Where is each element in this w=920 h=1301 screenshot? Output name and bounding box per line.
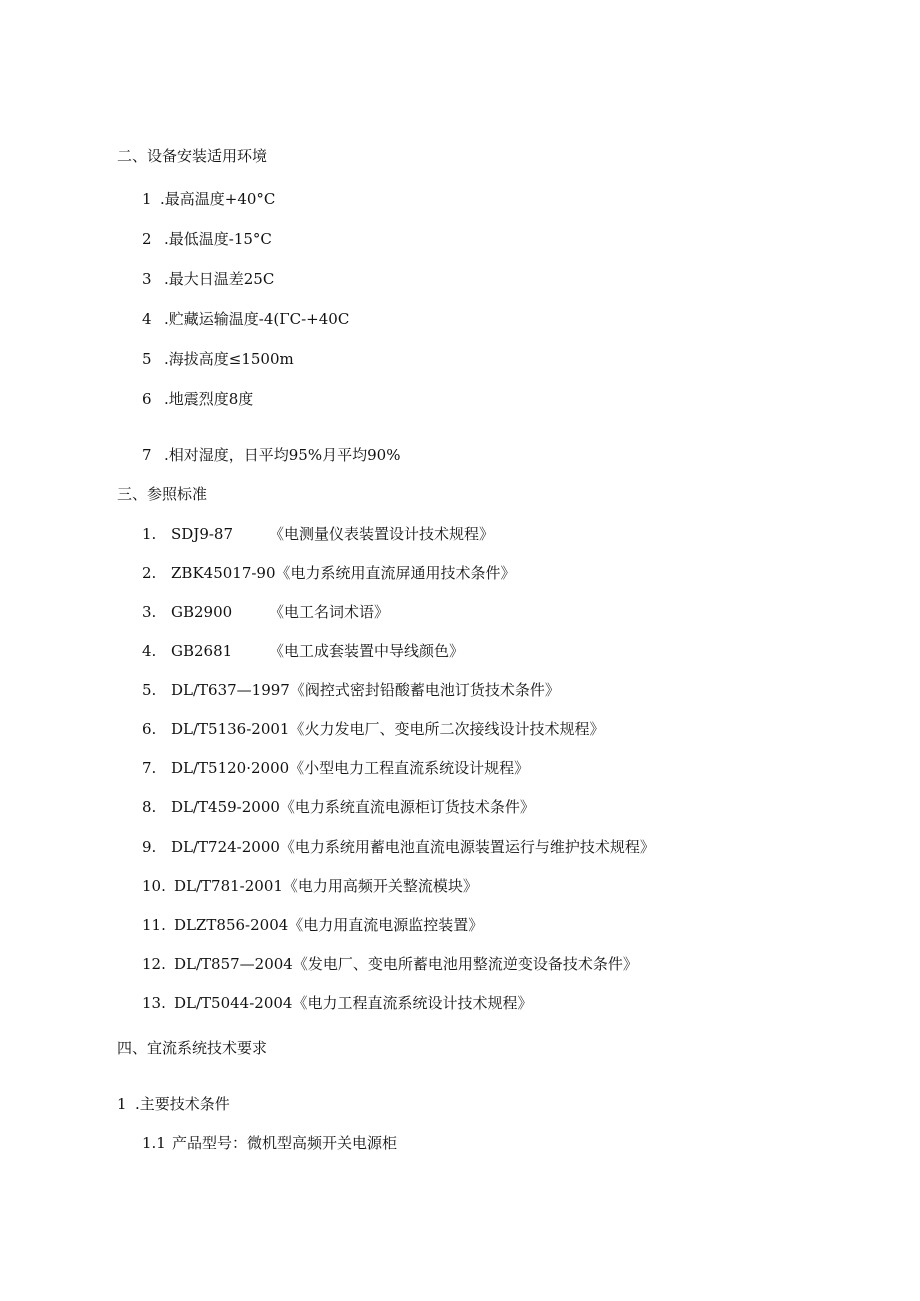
section-heading-environment: 二、设备安装适用环境 [117, 147, 268, 165]
subsection-heading: 1 .主要技术条件 [117, 1095, 230, 1113]
env-item: 2 .最低温度-15°C [142, 230, 272, 248]
env-item: 4 .贮藏运输温度-4(ΓC-+40C [142, 310, 350, 328]
standard-item: 11. DLZT856-2004《电力用直流电源监控装置》 [142, 916, 484, 934]
standard-item: 6. DL/T5136-2001《火力发电厂、变电所二次接线设计技术规程》 [142, 720, 605, 738]
standard-item: 10. DL/T781-2001《电力用高频开关整流模块》 [142, 877, 478, 895]
standard-item: 9. DL/T724-2000《电力系统用蓄电池直流电源装置运行与维护技术规程》 [142, 838, 655, 856]
env-item: 6 .地震烈度8度 [142, 390, 254, 408]
section-heading-standards: 三、参照标准 [117, 485, 208, 503]
section-heading-dc-system: 四、宜流系统技术要求 [117, 1039, 268, 1057]
env-item: 3 .最大日温差25C [142, 270, 275, 288]
standard-item: 5. DL/T637—1997《阀控式密封铅酸蓄电池订货技术条件》 [142, 681, 560, 699]
standard-item: 2. ZBK45017-90《电力系统用直流屏通用技术条件》 [142, 564, 516, 582]
standard-item: 7. DL/T5120·2000《小型电力工程直流系统设计规程》 [142, 759, 530, 777]
subsection-item: 1.1 产品型号：微机型高频开关电源柜 [142, 1134, 398, 1152]
env-item: 5 .海拔高度≤1500m [142, 350, 294, 368]
standard-item: 12. DL/T857—2004《发电厂、变电所蓄电池用整流逆变设备技术条件》 [142, 955, 638, 973]
standard-item: 4. GB2681 《电工成套装置中导线颜色》 [142, 642, 465, 660]
standard-item: 1. SDJ9-87 《电测量仪表装置设计技术规程》 [142, 525, 495, 543]
env-item: 7 .相对湿度，日平均95%月平均90% [142, 446, 401, 464]
standard-item: 3. GB2900 《电工名词术语》 [142, 603, 390, 621]
standard-item: 13. DL/T5044-2004《电力工程直流系统设计技术规程》 [142, 994, 533, 1012]
standard-item: 8. DL/T459-2000《电力系统直流电源柜订货技术条件》 [142, 798, 535, 816]
env-item: 1 .最高温度+40°C [142, 190, 276, 208]
